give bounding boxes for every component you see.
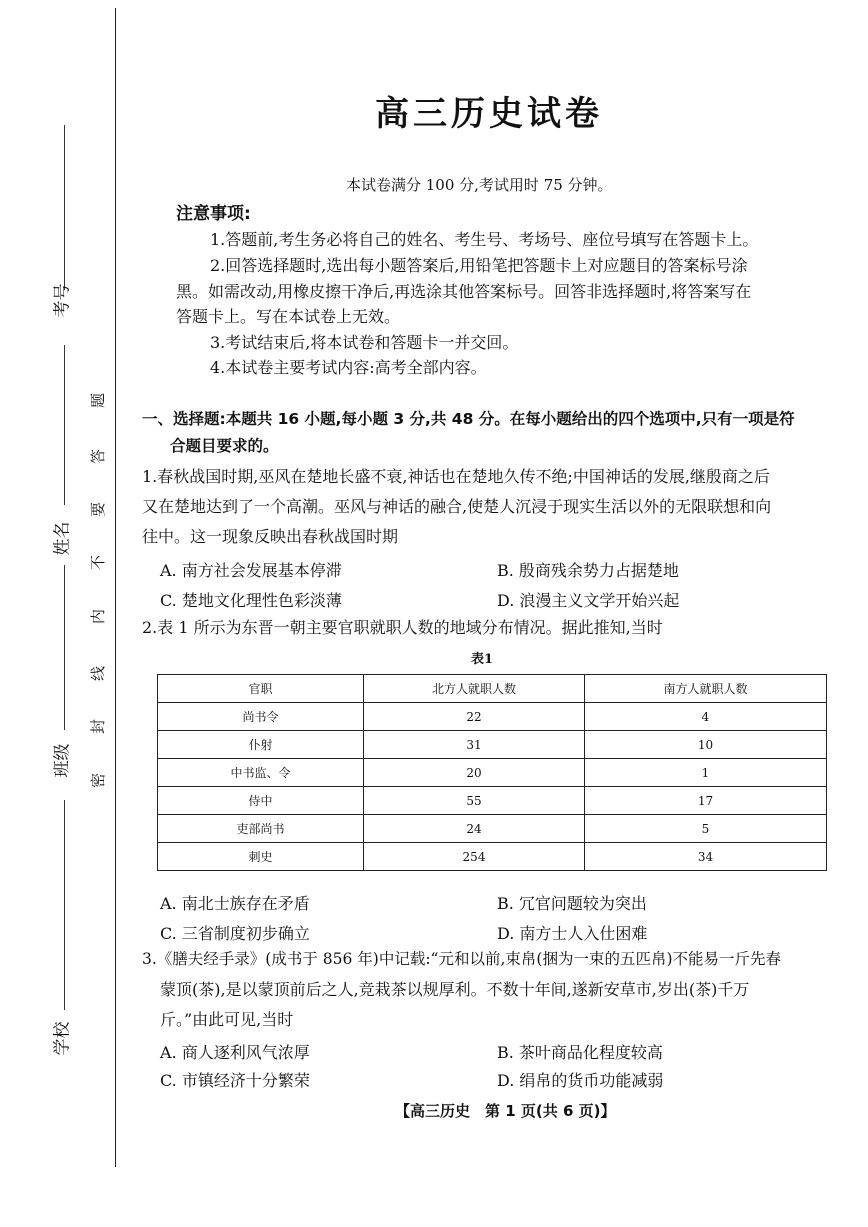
notes-line: 4.本试卷主要考试内容:高考全部内容。 xyxy=(210,358,487,377)
table-header-cell: 官职 xyxy=(158,675,364,703)
notes-heading: 注意事项: xyxy=(176,204,251,224)
data-table xyxy=(157,674,827,871)
table-row xyxy=(158,843,827,871)
table-cell: 4 xyxy=(585,703,827,731)
question-1-option-d: D. 浪漫主义文学开始兴起 xyxy=(497,591,680,610)
table-cell: 22 xyxy=(364,703,585,731)
table-row xyxy=(158,759,827,787)
question-1-stem: 往中。这一现象反映出春秋战国时期 xyxy=(142,527,399,546)
table-row xyxy=(158,815,827,843)
table-cell: 20 xyxy=(364,759,585,787)
margin-border-line xyxy=(115,8,116,1167)
table-cell: 刺史 xyxy=(158,843,364,871)
question-2-stem: 2.表 1 所示为东晋一朝主要官职就职人数的地域分布情况。据此推知,当时 xyxy=(142,618,663,637)
question-3-option-b: B. 茶叶商品化程度较高 xyxy=(497,1043,663,1062)
table-caption: 表1 xyxy=(471,652,494,667)
question-3-option-d: D. 绢帛的货币功能减弱 xyxy=(497,1071,664,1090)
table-cell: 1 xyxy=(585,759,827,787)
question-2-option-b: B. 冗官问题较为突出 xyxy=(497,894,647,913)
table-cell: 17 xyxy=(585,787,827,815)
notes-line: 答题卡上。写在本试卷上无效。 xyxy=(176,307,401,326)
field-label-name: 姓名 xyxy=(52,521,73,556)
notes-line: 黑。如需改动,用橡皮擦干净后,再选涂其他答案标号。回答非选择题时,将答案写在 xyxy=(176,282,752,301)
table-row xyxy=(158,787,827,815)
field-underline-school xyxy=(64,800,65,1010)
table-cell: 仆射 xyxy=(158,731,364,759)
question-2-option-a: A. 南北士族存在矛盾 xyxy=(160,894,310,913)
field-underline-class xyxy=(64,565,65,730)
question-1-option-b: B. 殷商残余势力占据楚地 xyxy=(497,561,679,580)
table-row xyxy=(158,731,827,759)
field-label-school: 学校 xyxy=(52,1021,73,1056)
question-3-option-c: C. 市镇经济十分繁荣 xyxy=(160,1071,310,1090)
seal-char: 要 xyxy=(89,501,108,518)
seal-char: 密 xyxy=(89,772,108,789)
question-3-option-a: A. 商人逐利风气浓厚 xyxy=(160,1043,310,1062)
page-title: 高三历史试卷 xyxy=(375,94,603,134)
table-cell: 10 xyxy=(585,731,827,759)
seal-char: 封 xyxy=(89,718,108,735)
seal-char: 题 xyxy=(89,392,108,409)
table-row xyxy=(158,703,827,731)
table-cell: 5 xyxy=(585,815,827,843)
table-cell: 31 xyxy=(364,731,585,759)
field-label-class: 班级 xyxy=(52,743,73,778)
question-1-option-c: C. 楚地文化理性色彩淡薄 xyxy=(160,591,342,610)
section-heading: 一、选择题:本题共 16 小题,每小题 3 分,共 48 分。在每小题给出的四个选项中,只有一项是符 xyxy=(142,410,795,428)
table-header-cell: 北方人就职人数 xyxy=(364,675,585,703)
question-3-stem: 斤。”由此可见,当时 xyxy=(160,1010,294,1029)
seal-char: 线 xyxy=(89,665,108,682)
field-underline-name xyxy=(64,345,65,505)
table-cell: 254 xyxy=(364,843,585,871)
table-header-row xyxy=(158,675,827,703)
seal-char: 内 xyxy=(89,608,108,625)
seal-char: 不 xyxy=(89,554,108,571)
notes-line: 3.考试结束后,将本试卷和答题卡一并交回。 xyxy=(210,333,519,352)
exam-info: 本试卷满分 100 分,考试用时 75 分钟。 xyxy=(346,176,613,194)
page-footer: 【高三历史 第 1 页(共 6 页)】 xyxy=(395,1102,616,1120)
table-cell: 55 xyxy=(364,787,585,815)
table-cell: 24 xyxy=(364,815,585,843)
question-2-option-d: D. 南方士人入仕困难 xyxy=(497,924,648,943)
table-cell: 34 xyxy=(585,843,827,871)
table-cell: 中书监、令 xyxy=(158,759,364,787)
table-header-cell: 南方人就职人数 xyxy=(585,675,827,703)
notes-line: 2.回答选择题时,选出每小题答案后,用铅笔把答题卡上对应题目的答案标号涂 xyxy=(210,256,748,275)
table-cell: 吏部尚书 xyxy=(158,815,364,843)
table-cell: 尚书令 xyxy=(158,703,364,731)
table-cell: 侍中 xyxy=(158,787,364,815)
question-1-stem: 1.春秋战国时期,巫风在楚地长盛不衰,神话也在楚地久传不绝;中国神话的发展,继殷商之后 xyxy=(142,467,770,486)
question-3-stem: 3.《膳夫经手录》(成书于 856 年)中记载:“元和以前,束帛(捆为一束的五匹帛)不能易一斤先春 xyxy=(142,950,781,968)
notes-line: 1.答题前,考生务必将自己的姓名、考生号、考场号、座位号填写在答题卡上。 xyxy=(210,230,759,249)
question-3-stem: 蒙顶(茶),是以蒙顶前后之人,竞栽茶以规厚利。不数十年间,遂新安草市,岁出(茶)千万 xyxy=(160,980,750,999)
question-2-option-c: C. 三省制度初步确立 xyxy=(160,924,310,943)
field-label-kaohao: 考号 xyxy=(52,283,73,318)
question-1-stem: 又在楚地达到了一个高潮。巫风与神话的融合,使楚人沉浸于现实生活以外的无限联想和向 xyxy=(142,497,772,516)
field-underline-kaohao xyxy=(64,125,65,290)
question-1-option-a: A. 南方社会发展基本停滞 xyxy=(160,561,342,580)
section-heading-cont: 合题目要求的。 xyxy=(170,437,279,455)
seal-char: 答 xyxy=(89,448,108,465)
